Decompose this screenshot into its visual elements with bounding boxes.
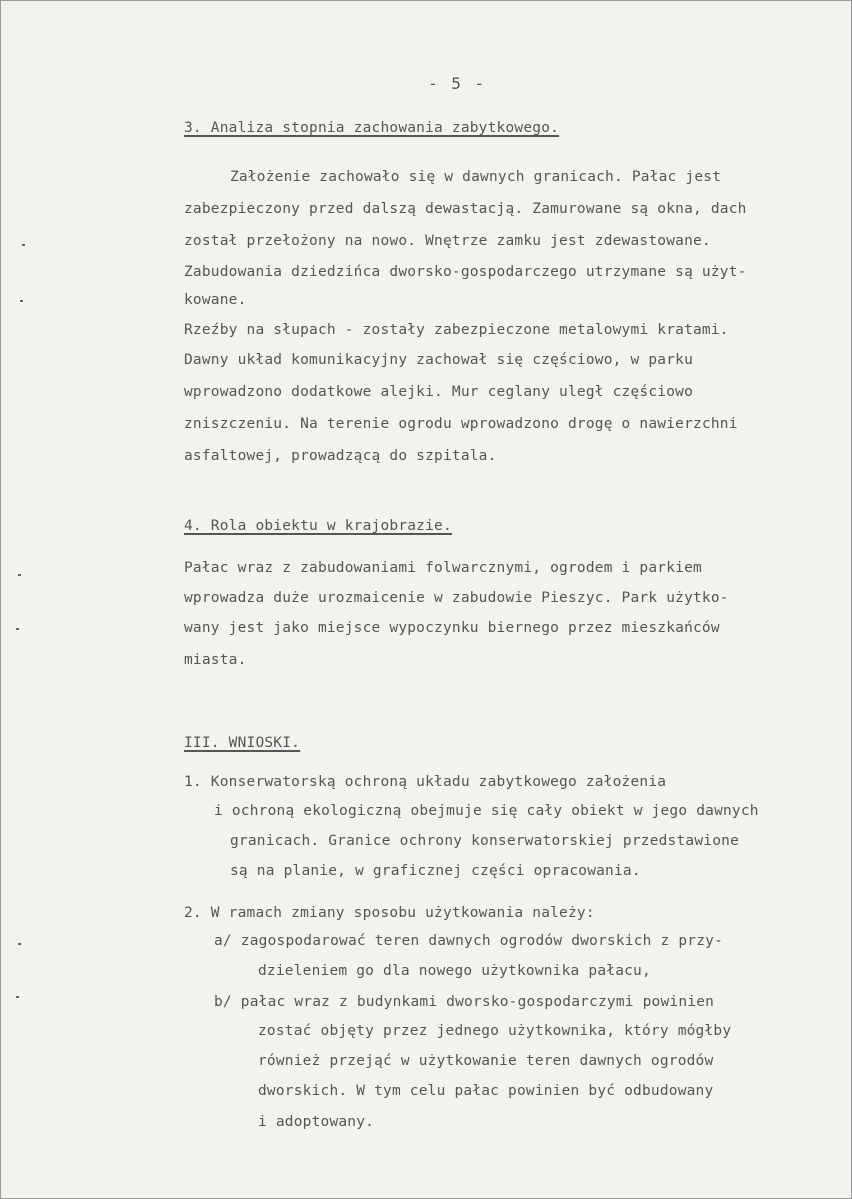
conclusion-1-line: są na planie, w graficznej części opracowania.	[230, 863, 641, 879]
conclusion-2b-line: zostać objęty przez jednego użytkownika, który mógłby	[258, 1023, 732, 1039]
section-3-line: Dawny układ komunikacyjny zachował się częściowo, w parku	[184, 352, 693, 368]
conclusion-2-intro: 2. W ramach zmiany sposobu użytkowania należy:	[184, 905, 595, 921]
margin-speck	[16, 996, 19, 998]
section-4-heading: 4. Rola obiektu w krajobrazie.	[184, 518, 452, 534]
section-4-line: wany jest jako miejsce wypoczynku biernego przez mieszkańców	[184, 620, 720, 636]
section-3-line: zniszczeniu. Na terenie ogrodu wprowadzono drogę o nawierzchni	[184, 416, 738, 432]
section-3-line: Zabudowania dziedzińca dworsko-gospodarczego utrzymane są użyt-	[184, 264, 747, 280]
margin-speck	[20, 300, 23, 302]
section-3-heading: 3. Analiza stopnia zachowania zabytkowego.	[184, 120, 560, 136]
conclusion-2a-line: a/ zagospodarować teren dawnych ogrodów dworskich z przy-	[214, 933, 723, 949]
section-3-line: asfaltowej, prowadzącą do szpitala.	[184, 448, 497, 464]
conclusion-2b-line: dworskich. W tym celu pałac powinien być odbudowany	[258, 1083, 714, 1099]
margin-speck	[16, 628, 19, 630]
conclusion-1-line: i ochroną ekologiczną obejmuje się cały obiekt w jego dawnych	[214, 803, 759, 819]
conclusions-heading: III. WNIOSKI.	[184, 735, 301, 751]
section-4-line: miasta.	[184, 652, 247, 668]
section-3-line: Rzeźby na słupach - zostały zabezpieczone metalowymi kratami.	[184, 322, 729, 338]
margin-speck	[18, 943, 21, 945]
section-3-line: kowane.	[184, 292, 247, 308]
page-number: - 5 -	[428, 74, 487, 93]
margin-speck	[22, 244, 25, 246]
section-3-line: zabezpieczony przed dalszą dewastacją. Zamurowane są okna, dach	[184, 201, 747, 217]
conclusion-2b-line: i adoptowany.	[258, 1114, 375, 1130]
conclusion-2a-line: dzieleniem go dla nowego użytkownika pałacu,	[258, 963, 651, 979]
section-4-line: wprowadza duże urozmaicenie w zabudowie Pieszyc. Park użytko-	[184, 590, 729, 606]
section-3-line: wprowadzono dodatkowe alejki. Mur ceglany uległ częściowo	[184, 384, 693, 400]
conclusion-2b-line: również przejąć w użytkowanie teren dawnych ogrodów	[258, 1053, 714, 1069]
conclusion-2b-line: b/ pałac wraz z budynkami dworsko-gospodarczymi powinien	[214, 994, 715, 1010]
section-3-line: został przełożony na nowo. Wnętrze zamku jest zdewastowane.	[184, 233, 711, 249]
conclusion-1-line: granicach. Granice ochrony konserwatorskiej przedstawione	[230, 833, 739, 849]
section-3-line: Założenie zachowało się w dawnych granicach. Pałac jest	[230, 169, 722, 185]
margin-speck	[18, 574, 21, 576]
conclusion-1-line: 1. Konserwatorską ochroną układu zabytkowego założenia	[184, 774, 667, 790]
section-4-line: Pałac wraz z zabudowaniami folwarcznymi, ogrodem i parkiem	[184, 560, 702, 576]
